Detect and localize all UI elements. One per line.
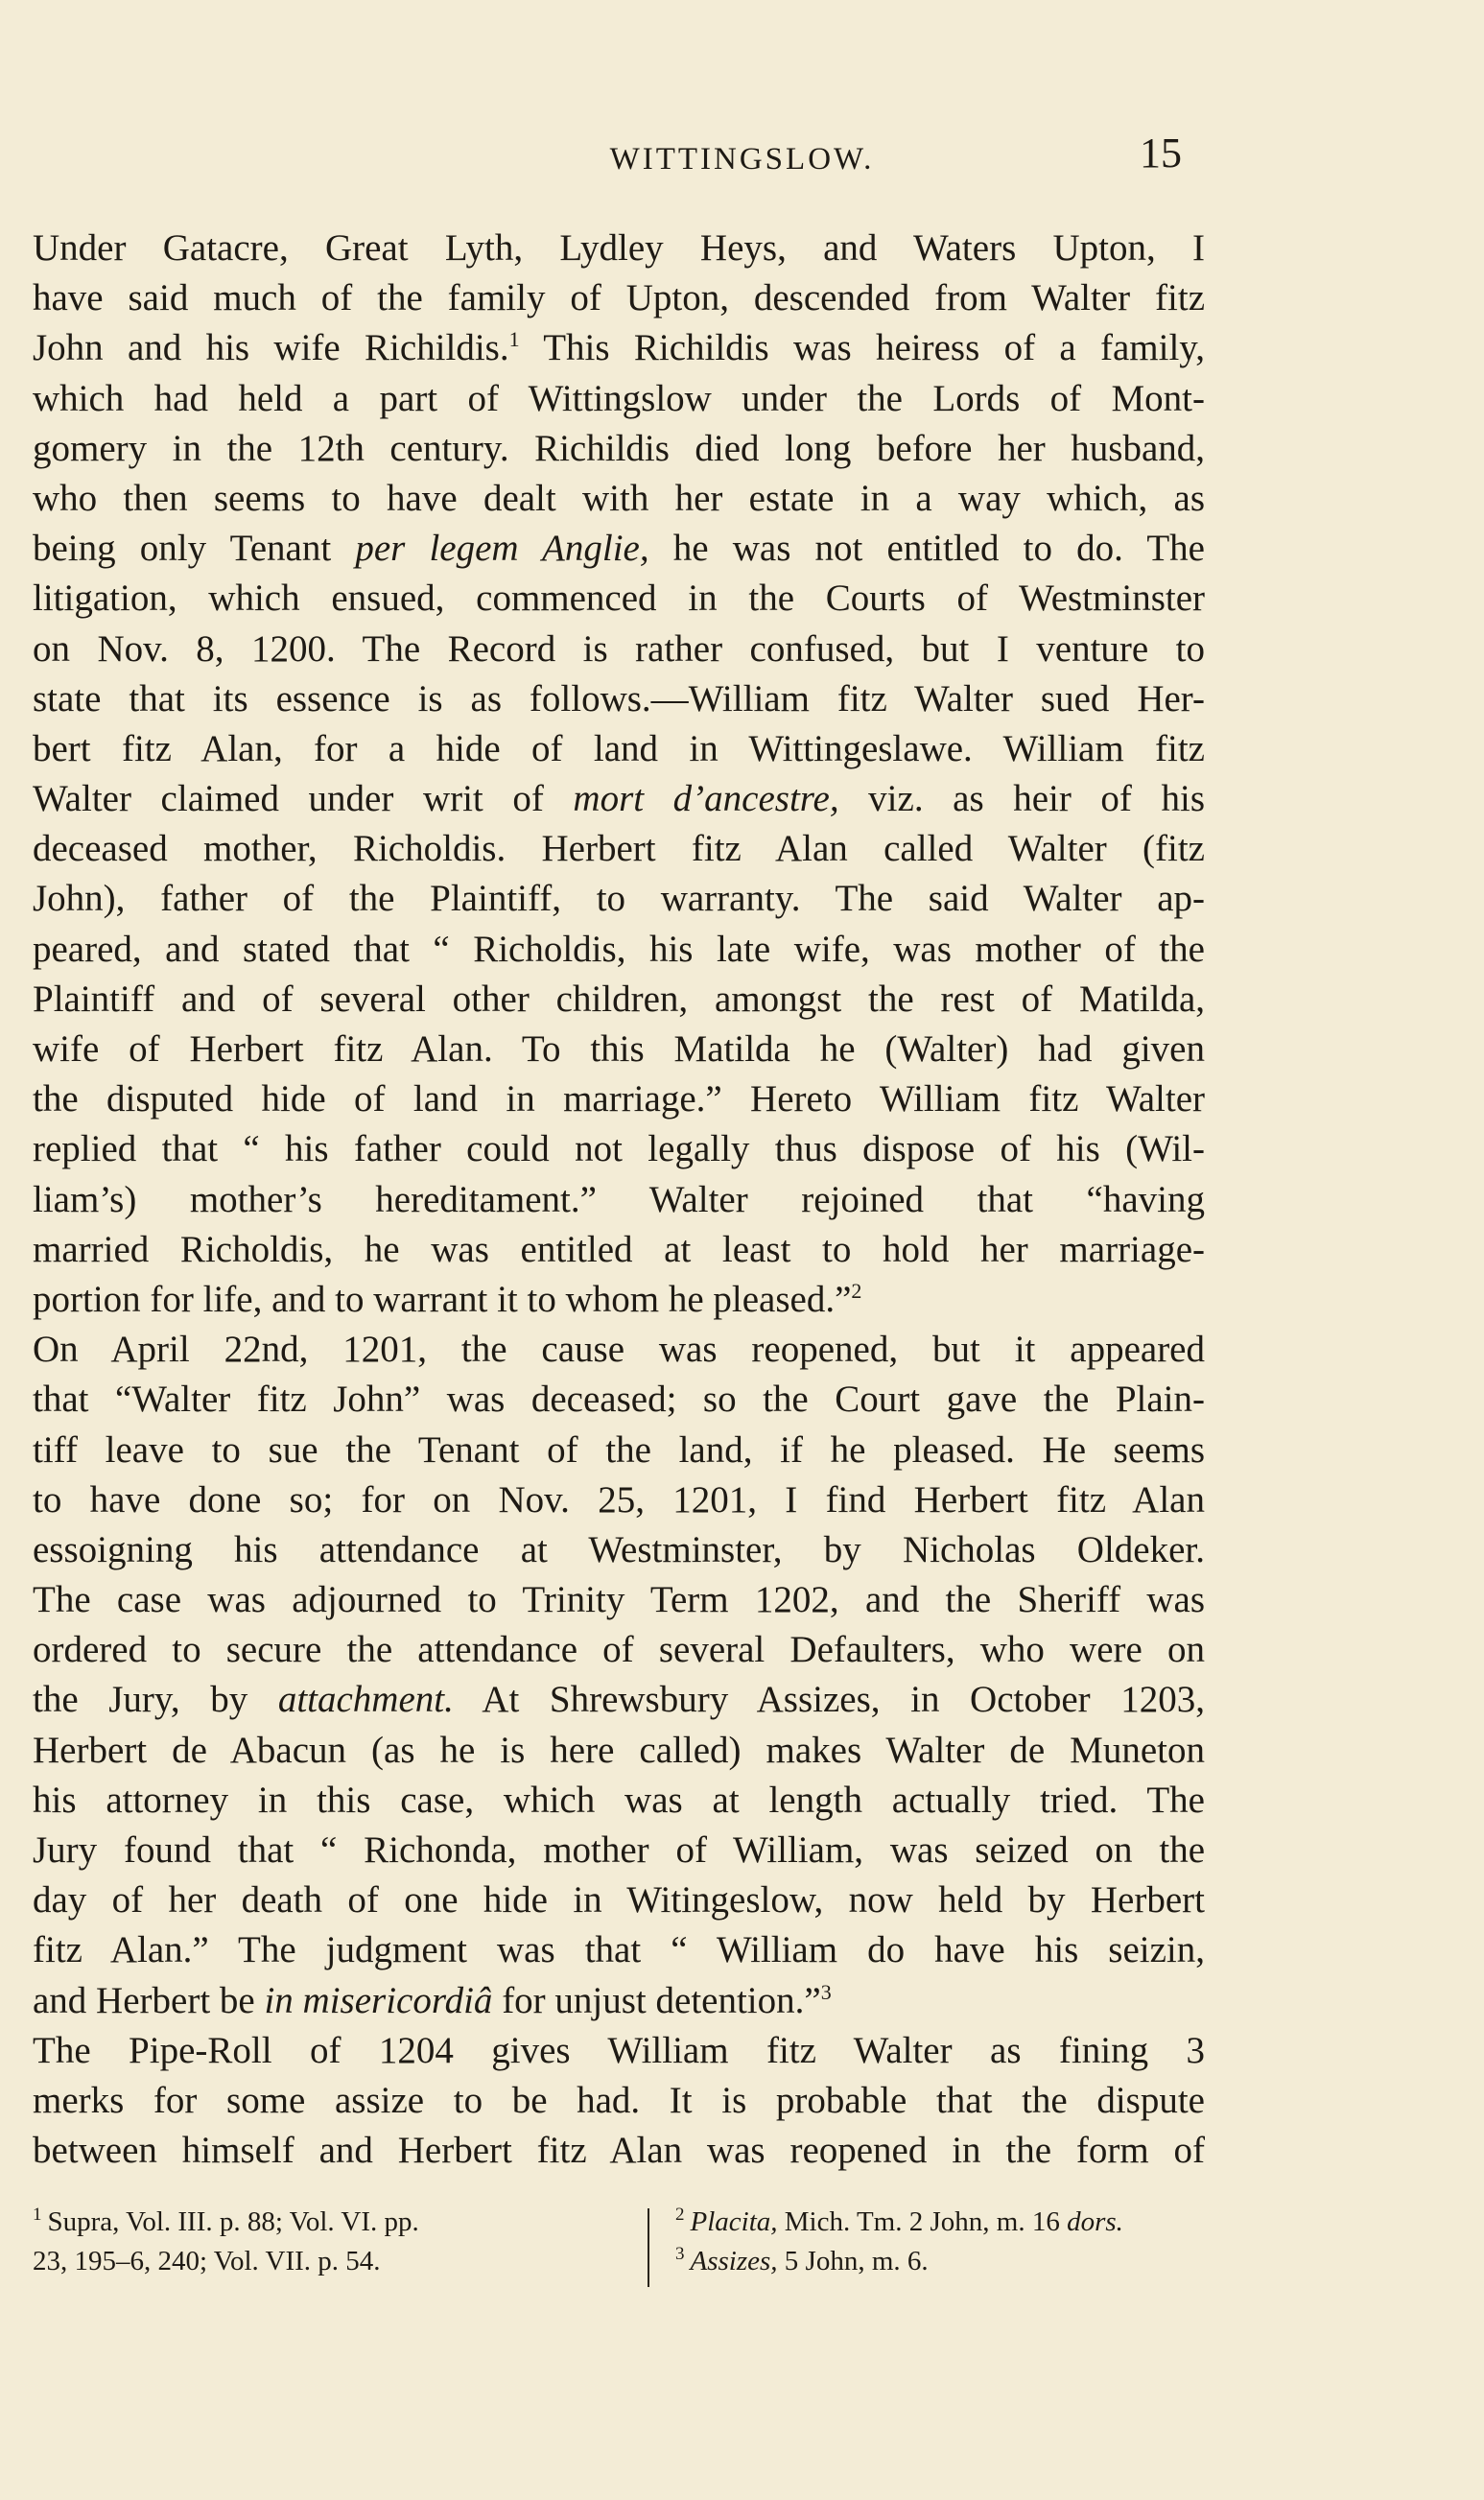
text-line bbox=[33, 1976, 1205, 2026]
line-text: Jury found that “ Richonda, mother of William, was seized on the bbox=[33, 1829, 1205, 1871]
text-line bbox=[33, 524, 1205, 574]
text-line bbox=[33, 2126, 1205, 2176]
italic-text: per legem Anglie, bbox=[355, 528, 649, 570]
footnotes bbox=[33, 2203, 1213, 2289]
line-text: the disputed hide of land in marriage.” Hereto William fitz Walter bbox=[33, 1078, 1205, 1120]
footnote-text: 5 John, m. 6. bbox=[777, 2246, 929, 2276]
text-line bbox=[33, 273, 1205, 323]
line-text: The case was adjourned to Trinity Term 1202, and the Sheriff was bbox=[33, 1579, 1205, 1621]
text-line bbox=[33, 1275, 1205, 1325]
footnote-divider bbox=[648, 2208, 649, 2287]
text-line bbox=[33, 1375, 1205, 1425]
body-text bbox=[33, 224, 1205, 2176]
italic-text: attachment. bbox=[277, 1679, 454, 1721]
text-line bbox=[33, 1225, 1205, 1275]
line-text: deceased mother, Richoldis. Herbert fitz Alan called Walter (fitz bbox=[33, 828, 1205, 870]
line-text: Under Gatacre, Great Lyth, Lydley Heys, and Waters Upton, I bbox=[33, 227, 1205, 269]
line-text: John), father of the Plaintiff, to warranty. The said Walter ap- bbox=[33, 878, 1205, 920]
text-line bbox=[33, 1675, 1205, 1725]
line-text: gomery in the 12th century. Richildis died long before her husband, bbox=[33, 427, 1205, 469]
line-text: tiff leave to sue the Tenant of the land, if he pleased. He seems bbox=[33, 1428, 1205, 1471]
line-text: have said much of the family of Upton, descended from Walter fitz bbox=[33, 277, 1205, 319]
text-line bbox=[33, 424, 1205, 474]
footnote-dors: dors. bbox=[1067, 2206, 1123, 2237]
footnote-column-right bbox=[675, 2203, 1251, 2281]
line-text: At Shrewsbury Assizes, in October 1203, bbox=[453, 1679, 1206, 1721]
footnote-1-continued bbox=[33, 2242, 616, 2281]
running-title: WITTINGSLOW. bbox=[609, 142, 875, 177]
line-text: On April 22nd, 1201, the cause was reopened, but it appeared bbox=[33, 1329, 1205, 1371]
line-text: who then seems to have dealt with her estate in a way which, as bbox=[33, 477, 1205, 519]
footnote-column-left bbox=[33, 2203, 616, 2281]
page-header bbox=[0, 123, 1484, 200]
text-line bbox=[33, 474, 1205, 524]
text-line bbox=[33, 323, 1205, 373]
text-line bbox=[33, 874, 1205, 924]
line-text: viz. as heir of his bbox=[838, 778, 1206, 820]
text-line bbox=[33, 1426, 1205, 1475]
text-line bbox=[33, 1826, 1205, 1875]
line-text: peared, and stated that “ Richoldis, his late wife, was mother of the bbox=[33, 928, 1205, 970]
line-text: which had held a part of Wittingslow under the Lords of Mont- bbox=[33, 377, 1205, 419]
line-text: the Jury, by bbox=[33, 1679, 278, 1721]
text-line bbox=[33, 1325, 1205, 1375]
text-line bbox=[33, 674, 1205, 724]
line-text: merks for some assize to be had. It is probable that the dispute bbox=[33, 2079, 1205, 2121]
text-line bbox=[33, 925, 1205, 975]
footnote-source: Placita, bbox=[690, 2206, 778, 2237]
footnote-mark: 3 bbox=[675, 2244, 685, 2265]
line-text: and Herbert be bbox=[33, 1979, 265, 2021]
text-line bbox=[33, 975, 1205, 1025]
line-text: This Richildis was heiress of a family, bbox=[519, 327, 1206, 369]
line-text: liam’s) mother’s hereditament.” Walter rejoined that “having bbox=[33, 1178, 1205, 1220]
text-line bbox=[33, 1726, 1205, 1776]
text-line bbox=[33, 2026, 1205, 2076]
footnote-reference: 2 bbox=[851, 1278, 862, 1303]
italic-text: in misericordiâ bbox=[264, 1979, 493, 2021]
footnote-text: Supra, Vol. III. p. 88; Vol. VI. pp. bbox=[47, 2206, 419, 2237]
text-line bbox=[33, 224, 1205, 273]
line-text: The Pipe-Roll of 1204 gives William fitz Walter as fining 3 bbox=[33, 2029, 1205, 2071]
text-line bbox=[33, 1525, 1205, 1575]
footnote-text: 23, 195–6, 240; Vol. VII. p. 54. bbox=[33, 2246, 381, 2276]
line-text: John and his wife Richildis. bbox=[33, 327, 509, 369]
line-text: state that its essence is as follows.—William fitz Walter sued Her- bbox=[33, 677, 1205, 719]
line-text: married Richoldis, he was entitled at least to hold her marriage- bbox=[33, 1228, 1205, 1270]
text-line bbox=[33, 1074, 1205, 1124]
line-text: ordered to secure the attendance of several Defaulters, who were on bbox=[33, 1629, 1205, 1671]
line-text: on Nov. 8, 1200. The Record is rather confused, but I venture to bbox=[33, 627, 1205, 670]
line-text: for unjust detention.” bbox=[492, 1979, 821, 2021]
line-text: essoigning his attendance at Westminster, by Nicholas Oldeker. bbox=[33, 1528, 1205, 1570]
line-text: Herbert de Abacun (as he is here called) makes Walter de Muneton bbox=[33, 1729, 1205, 1771]
line-text: replied that “ his father could not legally thus dispose of his (Wil- bbox=[33, 1128, 1205, 1170]
text-line bbox=[33, 774, 1205, 824]
text-line bbox=[33, 1175, 1205, 1225]
text-line bbox=[33, 1124, 1205, 1174]
footnote-source: Assizes, bbox=[690, 2246, 778, 2276]
text-line bbox=[33, 1875, 1205, 1925]
line-text: being only Tenant bbox=[33, 528, 356, 570]
footnote-mark: 1 bbox=[33, 2205, 42, 2226]
line-text: wife of Herbert fitz Alan. To this Matilda he (Walter) had given bbox=[33, 1028, 1205, 1070]
line-text: litigation, which ensued, commenced in the Courts of Westminster bbox=[33, 578, 1205, 620]
text-line bbox=[33, 1625, 1205, 1675]
text-line bbox=[33, 1776, 1205, 1826]
text-line bbox=[33, 2076, 1205, 2126]
line-text: portion for life, and to warrant it to whom he pleased.” bbox=[33, 1278, 852, 1320]
footnote-1 bbox=[33, 2203, 616, 2242]
text-line bbox=[33, 625, 1205, 674]
line-text: Walter claimed under writ of bbox=[33, 778, 574, 820]
text-line bbox=[33, 374, 1205, 424]
text-line bbox=[33, 1475, 1205, 1525]
line-text: Plaintiff and of several other children, amongst the rest of Matilda, bbox=[33, 978, 1205, 1020]
footnote-3 bbox=[675, 2242, 1251, 2281]
footnote-2 bbox=[675, 2203, 1251, 2242]
text-line bbox=[33, 824, 1205, 874]
line-text: his attorney in this case, which was at length actually tried. The bbox=[33, 1779, 1205, 1821]
footnote-mark: 2 bbox=[675, 2205, 685, 2226]
line-text: bert fitz Alan, for a hide of land in Wittingeslawe. William fitz bbox=[33, 727, 1205, 769]
line-text: to have done so; for on Nov. 25, 1201, I find Herbert fitz Alan bbox=[33, 1478, 1205, 1521]
line-text: between himself and Herbert fitz Alan was reopened in the form of bbox=[33, 2130, 1205, 2172]
line-text: that “Walter fitz John” was deceased; so the Court gave the Plain- bbox=[33, 1379, 1205, 1421]
footnote-text: Mich. Tm. 2 John, m. 16 bbox=[777, 2206, 1068, 2237]
text-line bbox=[33, 1025, 1205, 1074]
line-text: fitz Alan.” The judgment was that “ William do have his seizin, bbox=[33, 1929, 1205, 1971]
line-text: he was not entitled to do. The bbox=[648, 528, 1205, 570]
italic-text: mort d’ancestre, bbox=[573, 778, 839, 820]
text-line bbox=[33, 724, 1205, 774]
footnote-reference: 1 bbox=[508, 327, 520, 352]
text-line bbox=[33, 574, 1205, 624]
footnote-reference: 3 bbox=[820, 1979, 832, 2004]
text-line bbox=[33, 1575, 1205, 1625]
page-number: 15 bbox=[1140, 130, 1182, 177]
line-text: day of her death of one hide in Witingeslow, now held by Herbert bbox=[33, 1879, 1205, 1922]
text-line bbox=[33, 1925, 1205, 1975]
